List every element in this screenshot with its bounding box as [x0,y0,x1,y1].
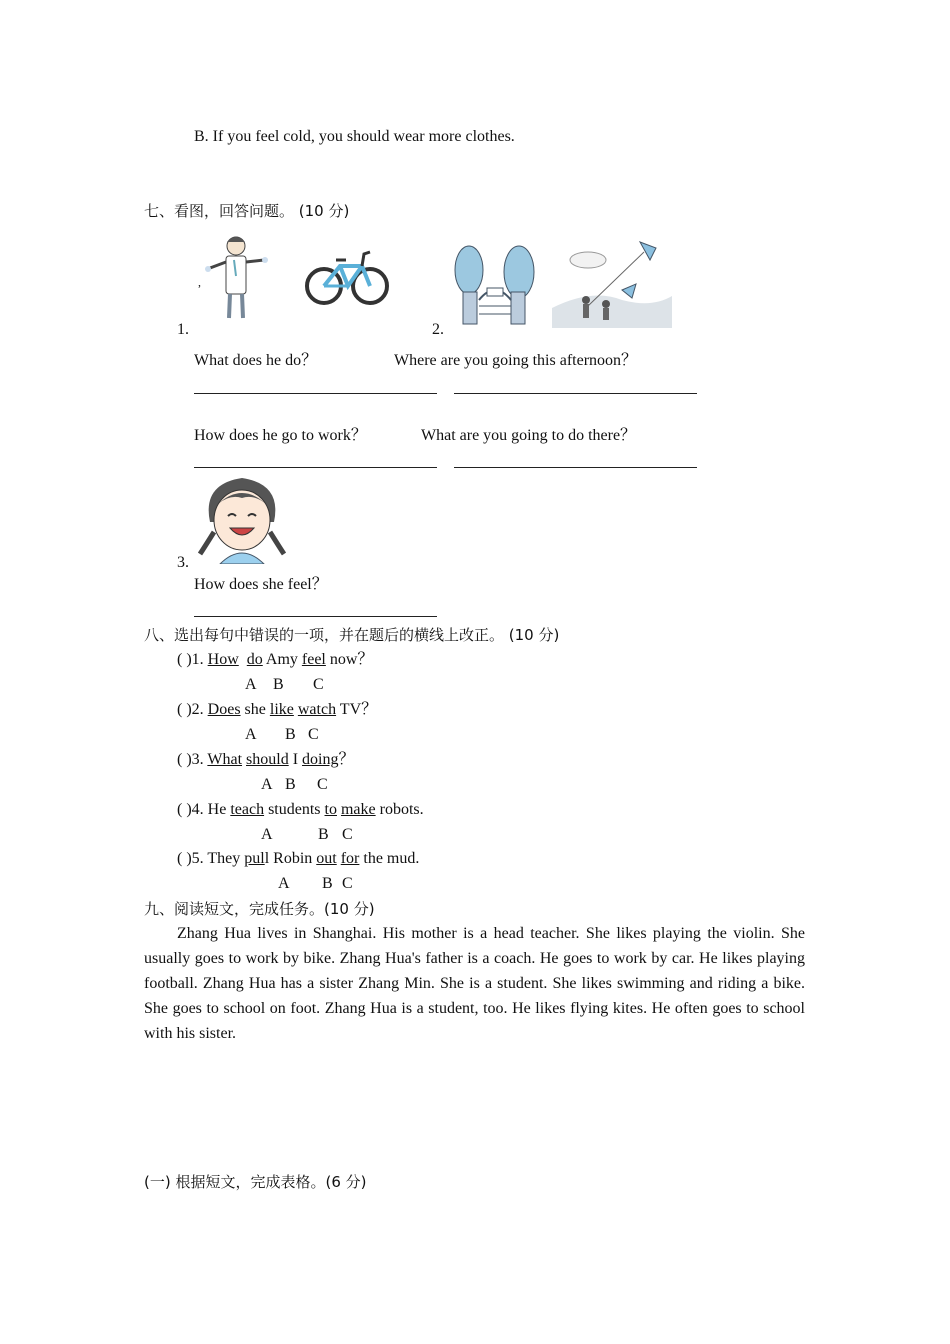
answer-line-1b[interactable] [194,467,437,468]
bicycle-picture [304,246,390,308]
option-letter-b: B [285,726,296,743]
option-letter-a: A [278,875,290,892]
option-letter-b: B [273,676,284,693]
answer-line-2b[interactable] [454,467,697,468]
question-number-3: 3. [177,554,189,571]
question-1b: How does he go to work？ [194,427,367,444]
error-item-4: ( )4. He teach students to make robots. [177,801,424,818]
reading-passage: Zhang Hua lives in Shanghai. His mother is a head teacher. She likes playing the violin. She usually goes to work by bike. Zhang Hua's father is a coach. He goes to work by car. He likes playing football. Zhang Hua has a sister Zhang Min. She is a student. She likes swimming and riding a bike. She goes to school on foot. Zhang Hua is a student, too. He likes flying kites. He often goes to school with his sister. [144,925,805,1042]
question-number-2: 2. [432,321,444,338]
option-letter-c: C [317,776,328,793]
option-letter-b: B [285,776,296,793]
option-letter-a: A [261,826,273,843]
question-3a: How does she feel？ [194,576,328,593]
error-item-1: ( )1. How do Amy feel now？ [177,651,374,668]
option-letter-c: C [308,726,319,743]
happy-girl-picture [196,472,288,564]
section-7-heading: 七、看图，回答问题。 (10 分) [144,202,350,220]
section-9-heading: 九、阅读短文，完成任务。(10 分) [144,900,375,918]
answer-line-2a[interactable] [454,393,697,394]
answer-line-3a[interactable] [194,616,437,617]
section-8-heading: 八、选出每句中错误的一项，并在题后的横线上改正。 (10 分) [144,626,560,644]
question-number-1: 1. [177,321,189,338]
option-letter-c: C [342,826,353,843]
question-2b: What are you going to do there？ [421,427,637,444]
question-1a: What does he do？ [194,352,318,369]
error-item-5: ( )5. They pull Robin out for the mud. [177,850,420,867]
option-letter-a: A [245,676,257,693]
option-letter-c: C [342,875,353,892]
option-letter-c: C [313,676,324,693]
doctor-picture [196,232,276,324]
park-picture [453,242,537,326]
subtask-1-heading: (一) 根据短文，完成表格。(6 分) [144,1173,367,1191]
flying-kites-picture [552,238,672,328]
option-b: B. If you feel cold, you should wear more clothes. [194,128,515,145]
answer-line-1a[interactable] [194,393,437,394]
error-item-3: ( )3. What should I doing？ [177,751,355,768]
option-letter-a: A [245,726,257,743]
error-item-2: ( )2. Does she like watch TV？ [177,701,378,718]
option-letter-b: B [322,875,333,892]
option-letter-a: A [261,776,273,793]
question-2a: Where are you going this afternoon？ [394,352,638,369]
option-letter-b: B [318,826,329,843]
comma-mark: , [198,275,201,289]
